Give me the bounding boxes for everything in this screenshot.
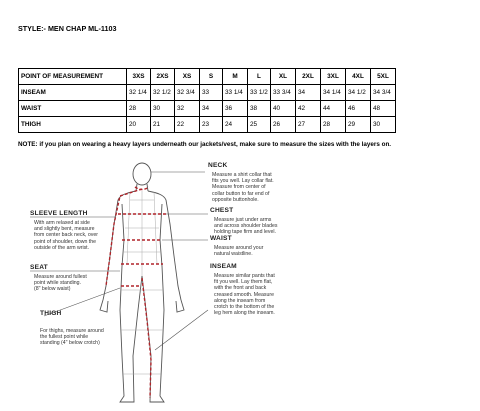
inseam-text-line: crotch to the bottom of the — [214, 304, 275, 311]
sleeve-text-line: outside of the arm wrist. — [34, 244, 90, 251]
table-cell: 27 — [296, 117, 321, 133]
chest-text-line: and across shoulder blades — [214, 223, 278, 230]
column-header: 4XL — [346, 69, 371, 85]
inseam-text-line: Measure similar pants that — [214, 273, 275, 279]
inseam-measure-line — [142, 278, 151, 398]
seat-text-line: Measure around fullest — [34, 274, 87, 280]
column-header: 3XL — [321, 69, 346, 85]
table-cell: 34 1/4 — [321, 85, 346, 101]
table-cell: 32 1/4 — [127, 85, 151, 101]
inseam-description — [214, 273, 329, 316]
table-cell: 34 1/2 — [346, 85, 371, 101]
table-cell: 23 — [200, 117, 223, 133]
table-cell: 26 — [271, 117, 296, 133]
neck-text-line: fits you well. Lay collar flat. — [212, 178, 274, 185]
table-cell: 46 — [346, 101, 371, 117]
table-cell: 21 — [151, 117, 175, 133]
row-label: THIGH — [19, 117, 127, 133]
table-row — [19, 101, 396, 117]
table-cell: 24 — [223, 117, 248, 133]
table-cell: 33 3/4 — [271, 85, 296, 101]
inseam-text-line: with the front and back — [214, 285, 267, 292]
table-cell: 34 3/4 — [371, 85, 396, 101]
column-header: 5XL — [371, 69, 396, 85]
table-cell: 33 — [200, 85, 223, 101]
sleeve-text-line: and slightly bent, measure — [34, 226, 95, 233]
thigh-text-line: For thighs, measure around — [40, 328, 104, 334]
table-cell: 40 — [271, 101, 296, 117]
neck-title: NECK — [208, 162, 228, 169]
seat-text-line: (8" below waist) — [34, 286, 71, 293]
neck-text-line: collar button to far end of — [212, 190, 270, 197]
chest-title: CHEST — [210, 207, 234, 214]
table-row — [19, 85, 396, 101]
column-header: 2XL — [296, 69, 321, 85]
table-row — [19, 117, 396, 133]
column-header: S — [200, 69, 223, 85]
size-chart-table — [18, 68, 396, 133]
column-header: 3XS — [127, 69, 151, 85]
table-cell: 25 — [248, 117, 271, 133]
row-label: INSEAM — [19, 85, 127, 101]
thigh-description — [40, 328, 125, 347]
table-cell: 33 1/4 — [223, 85, 248, 101]
chest-text-line: Measure just under arms — [214, 217, 272, 223]
table-cell: 28 — [321, 117, 346, 133]
table-cell: 29 — [346, 117, 371, 133]
table-cell: 22 — [175, 117, 200, 133]
table-cell: 38 — [248, 101, 271, 117]
table-cell: 44 — [321, 101, 346, 117]
table-cell: 48 — [371, 101, 396, 117]
inseam-text-line: leg hem along the inseam. — [214, 310, 275, 317]
thigh-title: THIGH — [40, 310, 62, 317]
table-cell: 32 — [175, 101, 200, 117]
neck-description — [212, 172, 322, 203]
measurement-guide — [30, 160, 390, 405]
table-cell: 36 — [223, 101, 248, 117]
waist-text-line: natural waistline. — [214, 251, 253, 258]
chest-description — [214, 217, 324, 236]
table-cell: 30 — [371, 117, 396, 133]
table-cell: 28 — [127, 101, 151, 117]
row-label: WAIST — [19, 101, 127, 117]
column-header: XS — [175, 69, 200, 85]
neck-text-line: Measure from center of — [212, 184, 266, 191]
inseam-text-line: creased smooth. Measure — [214, 291, 274, 298]
column-header: M — [223, 69, 248, 85]
column-header: XL — [271, 69, 296, 85]
table-cell: 34 — [296, 85, 321, 101]
sleeve-text-line: point of shoulder, down the — [34, 238, 97, 245]
column-header: POINT OF MEASUREMENT — [19, 69, 127, 85]
table-cell: 20 — [127, 117, 151, 133]
inseam-title: INSEAM — [210, 263, 237, 270]
sleeve-length-description — [34, 220, 114, 251]
waist-text-line: Measure around your — [214, 245, 264, 251]
neck-text-line: opposite buttonhole. — [212, 196, 259, 203]
seat-description — [34, 274, 114, 293]
thigh-text-line: the fullest point while — [40, 334, 89, 341]
table-cell: 33 1/2 — [248, 85, 271, 101]
style-title: STYLE:- MEN CHAP ML-1103 — [18, 24, 117, 33]
layering-note: NOTE: if you plan on wearing a heavy layers underneath our jackets/vest, make sure to measure the sizes with the layers on. — [18, 141, 392, 148]
column-header: L — [248, 69, 271, 85]
sleeve-text-line: With arm relaxed at side — [34, 220, 90, 226]
inseam-text-line: fit you well. Lay them flat, — [214, 279, 273, 286]
waist-title: WAIST — [210, 235, 232, 242]
sleeve-text-line: from center back neck, over — [34, 232, 99, 239]
sleeve-length-title: SLEEVE LENGTH — [30, 210, 88, 217]
table-cell: 32 1/2 — [151, 85, 175, 101]
seat-title: SEAT — [30, 264, 48, 271]
column-header: 2XS — [151, 69, 175, 85]
chest-text-line: holding tape firm and level. — [214, 229, 276, 236]
measurement-lines — [106, 187, 166, 398]
thigh-text-line: standing (4" below crotch) — [40, 340, 100, 347]
seat-text-line: point while standing. — [34, 280, 82, 287]
table-header-row — [19, 69, 396, 85]
inseam-text-line: along the inseam from — [214, 297, 266, 304]
table-cell: 34 — [200, 101, 223, 117]
neck-text-line: Measure a shirt collar that — [212, 172, 272, 178]
table-cell: 32 3/4 — [175, 85, 200, 101]
table-cell: 42 — [296, 101, 321, 117]
waist-description — [214, 245, 324, 257]
table-cell: 30 — [151, 101, 175, 117]
